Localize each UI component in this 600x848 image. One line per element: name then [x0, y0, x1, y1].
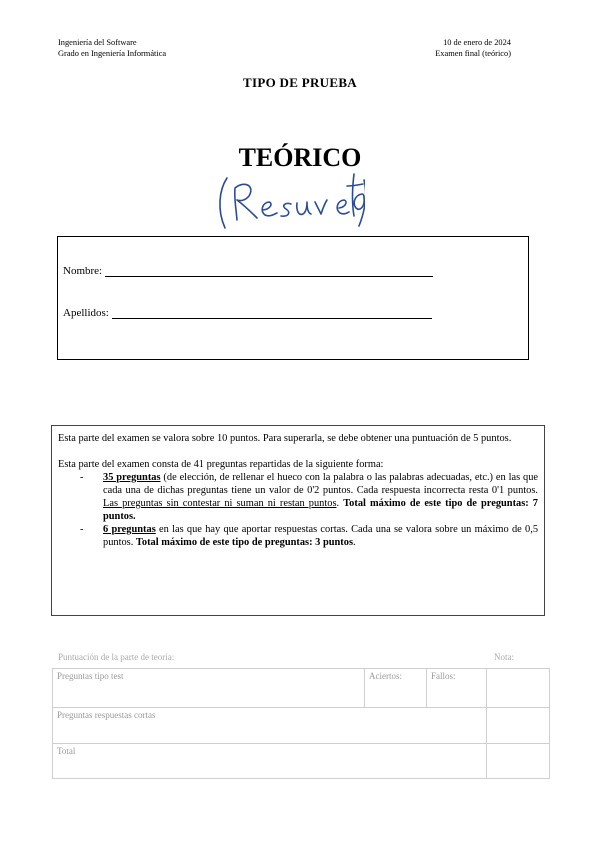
page-title: TEÓRICO	[238, 143, 362, 172]
misses-cell[interactable]: Fallos:	[427, 669, 487, 708]
surname-label: Apellidos:	[63, 307, 109, 319]
test-questions-cell: Preguntas tipo test	[53, 669, 365, 708]
table-row	[53, 708, 550, 744]
instructions-box	[51, 425, 545, 616]
short-score-cell[interactable]	[487, 708, 550, 744]
test-question-total: Total máximo de este tipo de preguntas: 7 puntos.	[103, 498, 539, 522]
surname-input-line[interactable]	[112, 306, 432, 319]
total-cell: Total	[53, 744, 487, 779]
short-question-total: Total máximo de este tipo de preguntas: 3 puntos	[135, 537, 353, 548]
test-score-cell[interactable]	[487, 669, 550, 708]
exam-date: 10 de enero de 2024	[443, 38, 511, 47]
scoring-title: Puntuación de la parte de teoría:	[58, 652, 175, 662]
table-row	[53, 744, 550, 779]
name-input-line[interactable]	[105, 264, 433, 277]
total-score-cell[interactable]	[487, 744, 550, 779]
name-field[interactable]	[63, 264, 433, 277]
scoring-table	[52, 668, 550, 779]
hits-cell[interactable]: Aciertos:	[365, 669, 427, 708]
question-types-list	[58, 471, 538, 549]
list-item-test-questions: - 35 preguntas (de elección, de rellenar el hueco con la palabra o las palabras adecuadas, etc.) en las que cada una de dichas preguntas tiene un valor de 0'2 puntos. Cada respuesta incorrecta resta 0'1 puntos. Las preguntas sin contestar ni suman ni restan puntos. Total máximo de este tipo de preguntas: 7 puntos.	[80, 472, 539, 522]
surname-field[interactable]	[63, 306, 432, 319]
instructions-paragraph-2: Esta parte del examen consta de 41 preguntas repartidas de la siguiente forma:	[58, 459, 384, 470]
course-name: Ingeniería del Software	[58, 38, 137, 47]
exam-type: Examen final (teórico)	[435, 49, 511, 58]
header-left	[58, 37, 166, 59]
test-type-label: TIPO DE PRUEBA	[243, 75, 357, 90]
test-question-count: 35 preguntas	[103, 472, 161, 483]
header-right	[435, 37, 511, 59]
degree-name: Grado en Ingeniería Informática	[58, 49, 167, 58]
student-info-box	[57, 236, 529, 360]
unanswered-rule: Las preguntas sin contestar ni suman ni restan puntos	[103, 498, 337, 509]
short-questions-cell: Preguntas respuestas cortas	[53, 708, 487, 744]
grade-label: Nota:	[494, 652, 514, 662]
short-question-description: en las que hay que aportar respuestas cortas. Cada una se valora sobre un máximo de 0,5 puntos.	[103, 524, 539, 548]
list-item-short-questions: - 6 preguntas en las que hay que aportar respuestas cortas. Cada una se valora sobre un máximo de 0,5 puntos. Total máximo de este tipo de preguntas: 3 puntos.	[80, 524, 539, 548]
short-question-count: 6 preguntas	[103, 524, 156, 535]
instructions-paragraph-1: Esta parte del examen se valora sobre 10 puntos. Para superarla, se debe obtener una puntuación de 5 puntos.	[58, 433, 512, 444]
table-row	[53, 669, 550, 708]
handwritten-resuelto	[215, 170, 365, 234]
test-question-description: (de elección, de rellenar el hueco con la palabra o las palabras adecuadas, etc.) en las que cada una de dichas preguntas tiene un valor de 0'2 puntos. Cada respuesta incorrecta resta 0'1 puntos.	[103, 472, 538, 496]
name-label: Nombre:	[63, 265, 103, 277]
